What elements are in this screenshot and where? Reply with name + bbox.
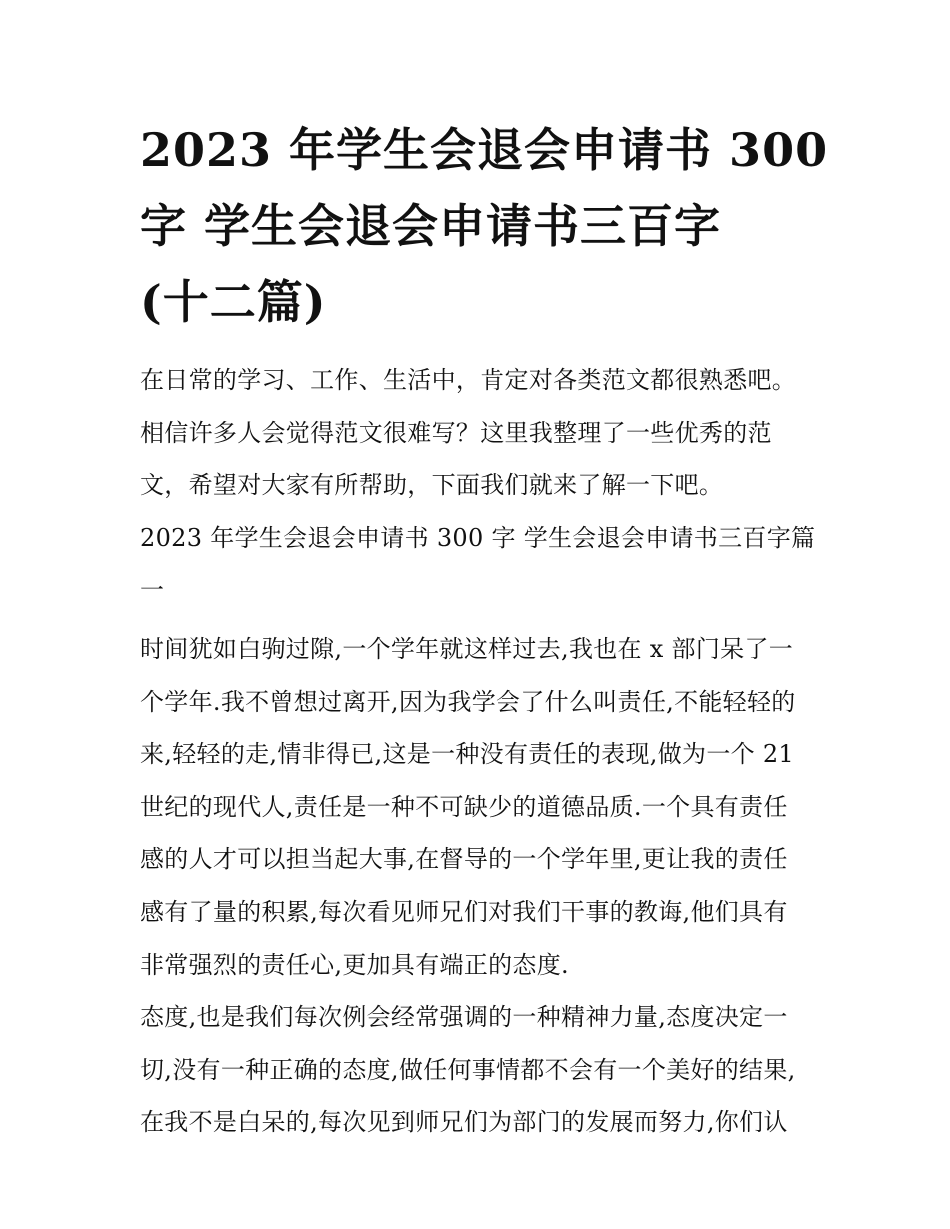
intro-line: 文，希望对大家有所帮助，下面我们就来了解一下吧。 [140, 471, 724, 500]
paragraph-line: 个学年.我不曾想过离开,因为我学会了什么叫责任,不能轻轻的 [140, 687, 796, 716]
section-heading-line: 2023 年学生会退会申请书 300 字 学生会退会申请书三百字篇 [140, 523, 816, 552]
title-line-2: 字 学生会退会申请书三百字 [140, 199, 722, 253]
paragraph-line: 非常强烈的责任心,更加具有端正的态度. [140, 950, 569, 979]
paragraph-line: 感的人才可以担当起大事,在督导的一个学年里,更让我的责任 [140, 845, 788, 874]
title-line-1: 2023 年学生会退会申请书 300 [140, 123, 829, 177]
intro-paragraph [140, 354, 820, 512]
document-title [140, 112, 829, 340]
paragraph-line: 态度,也是我们每次例会经常强调的一种精神力量,态度决定一 [140, 1003, 788, 1032]
paragraph-line: 世纪的现代人,责任是一种不可缺少的道德品质.一个具有责任 [140, 792, 788, 821]
section-heading-line: 一 [140, 576, 165, 605]
paragraph-2 [140, 991, 820, 1149]
paragraph-1 [140, 623, 820, 991]
document-body [140, 354, 820, 1149]
paragraph-line: 来,轻轻的走,情非得已,这是一种没有责任的表现,做为一个 21 [140, 740, 794, 769]
paragraph-line: 切,没有一种正确的态度,做任何事情都不会有一个美好的结果, [140, 1055, 796, 1084]
paragraph-line: 感有了量的积累,每次看见师兄们对我们干事的教诲,他们具有 [140, 897, 788, 926]
section-heading [140, 512, 820, 617]
paragraph-line: 在我不是白呆的,每次见到师兄们为部门的发展而努力,你们认 [140, 1108, 788, 1137]
intro-line: 在日常的学习、工作、生活中，肯定对各类范文都很熟悉吧。 [140, 366, 797, 394]
paragraph-line: 时间犹如白驹过隙,一个学年就这样过去,我也在 x 部门呆了一 [140, 634, 794, 663]
title-line-3: (十二篇) [140, 275, 327, 329]
intro-line: 相信许多人会觉得范文很难写？这里我整理了一些优秀的范 [140, 418, 772, 447]
